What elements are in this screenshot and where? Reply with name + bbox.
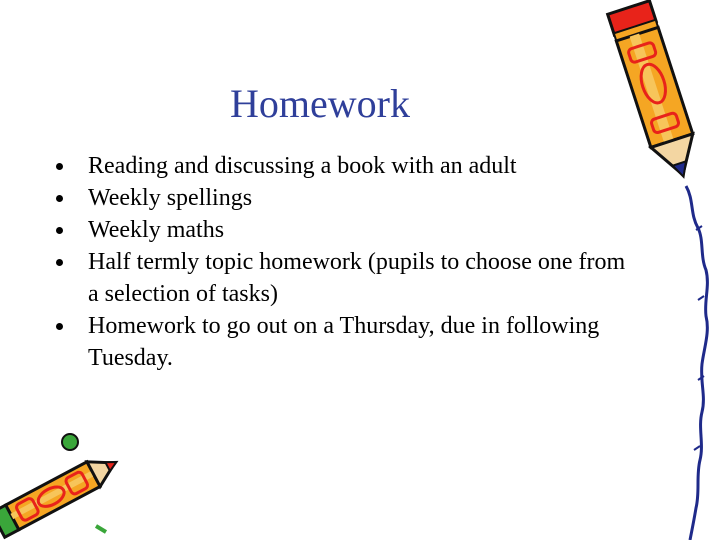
bullet-item [56,310,636,374]
bullet-dot-icon [56,259,63,266]
pencil-icon [594,0,720,540]
bullet-dot-icon [56,323,63,330]
bullet-text: Homework to go out on a Thursday, due in following Tuesday. [88,313,600,371]
bullet-list [56,150,636,374]
bullet-item [56,150,636,182]
bullet-item [56,246,636,310]
bullet-dot-icon [56,163,63,170]
bullet-dot-icon [56,227,63,234]
bullet-text: Weekly maths [88,217,225,243]
bullet-text: Reading and discussing a book with an adult [88,153,517,179]
bullet-text: Half termly topic homework (pupils to choose one from a selection of tasks) [88,249,626,307]
bullet-dot-icon [56,195,63,202]
bullet-item [56,182,636,214]
pencil-icon [0,430,150,540]
slide-title: Homework [230,81,410,126]
bullet-item [56,214,636,246]
bullet-text: Weekly spellings [88,185,253,211]
